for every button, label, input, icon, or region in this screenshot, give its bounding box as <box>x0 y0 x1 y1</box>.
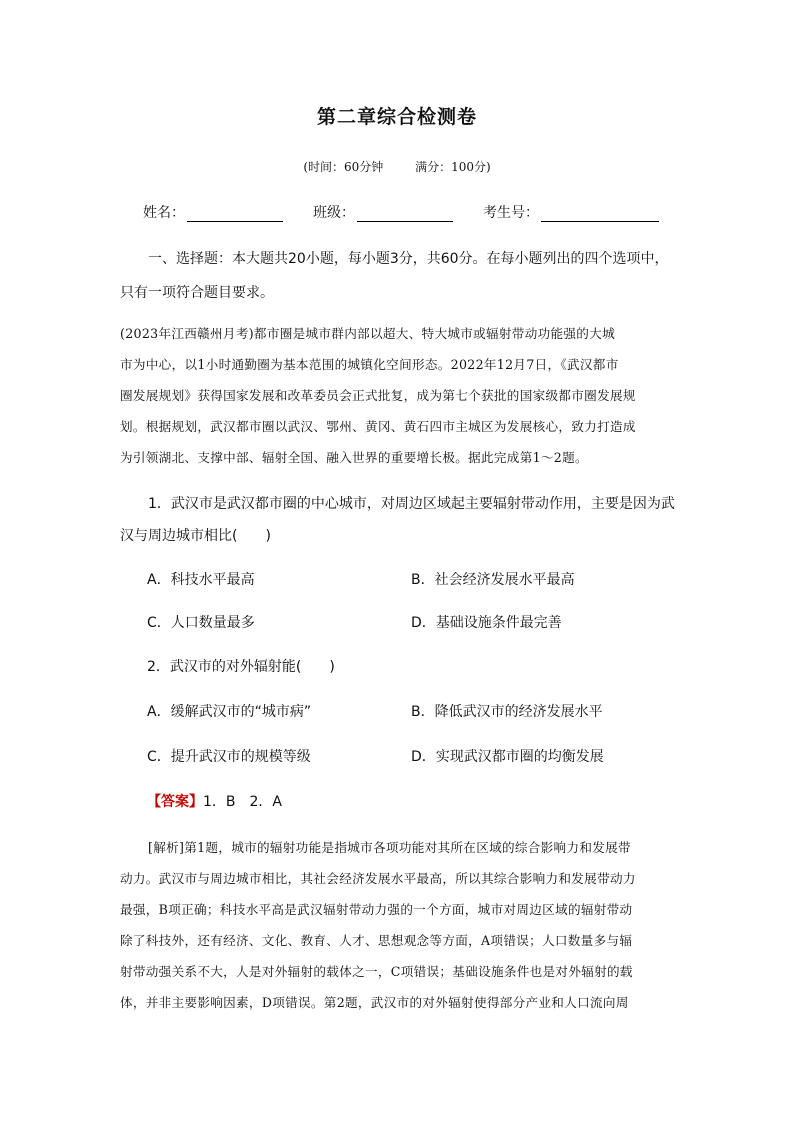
name-label: 姓名： <box>143 205 185 221</box>
passage-line: 圈发展规划》获得国家发展和改革委员会正式批复，成为第七个获批的国家级都市圈发展规 <box>120 388 636 403</box>
q2-option-a[interactable]: A．缓解武汉市的“城市病” <box>147 704 312 720</box>
answer-line <box>147 791 282 811</box>
passage-line: 为引领湖北、支撑中部、辐射全国、融入世界的重要增长极。据此完成第1～2题。 <box>120 450 588 465</box>
q1-option-c[interactable]: C．人口数量最多 <box>147 615 255 631</box>
analysis-line: 体，并非主要影响因素，D项错误。第2题，武汉市的对外辐射使得部分产业和人口流向周 <box>120 995 629 1010</box>
name-blank[interactable] <box>187 207 283 222</box>
class-label: 班级： <box>313 205 355 221</box>
q2-option-c[interactable]: C．提升武汉市的规模等级 <box>147 749 311 765</box>
question-line: 1．武汉市是武汉都市圈的中心城市，对周边区域起主要辐射带动作用，主要是因为武 <box>148 496 675 512</box>
name-field-group <box>143 202 283 222</box>
passage-line: 市为中心，以1小时通勤圈为基本范围的城镇化空间形态。2022年12月7日，《武汉都市 <box>120 357 619 372</box>
question-1-stem-cont <box>120 519 680 553</box>
q2-option-d[interactable]: D．实现武汉都市圈的均衡发展 <box>411 749 604 765</box>
section-instructions <box>120 242 680 276</box>
q1-option-d[interactable]: D．基础设施条件最完善 <box>411 615 562 631</box>
analysis-body <box>120 863 680 1018</box>
class-field-group <box>313 202 453 222</box>
id-field-group <box>483 202 659 222</box>
analysis-line: 除了科技外，还有经济、文化、教育、人才、思想观念等方面，A项错误；人口数量多与辐 <box>120 933 633 948</box>
reading-passage <box>120 318 680 349</box>
analysis-line: 最强，B项正确；科技水平高是武汉辐射带动力强的一个方面，城市对周边区域的辐射带动 <box>120 902 633 917</box>
page-title: 第二章综合检测卷 <box>316 106 477 128</box>
student-id-blank[interactable] <box>541 207 659 222</box>
answer-tag: 【答案】 <box>147 794 203 810</box>
question-line: 汉与周边城市相比( ) <box>120 528 271 544</box>
analysis-line: [解析]第1题，城市的辐射功能是指城市各项功能对其所在区域的综合影响力和发展带 <box>148 840 631 855</box>
instruction-line: 只有一项符合题目要求。 <box>120 285 274 301</box>
passage-line: 划。根据规划，武汉都市圈以武汉、鄂州、黄冈、黄石四市主城区为发展核心，致力打造成 <box>120 419 636 434</box>
exam-meta <box>0 158 794 175</box>
student-id-label: 考生号： <box>483 205 539 221</box>
analysis-line: 动力。武汉市与周边城市相比，其社会经济发展水平最高，所以其综合影响力和发展带动力 <box>120 871 636 886</box>
section-instructions-2 <box>120 276 680 310</box>
student-info-line <box>143 202 659 222</box>
question-1-stem <box>120 487 680 521</box>
question-2-stem: 2．武汉市的对外辐射能( ) <box>147 659 335 675</box>
q1-option-b[interactable]: B．社会经济发展水平最高 <box>411 572 575 588</box>
q2-option-b[interactable]: B．降低武汉市的经济发展水平 <box>411 704 603 720</box>
full-score: 满分：100分) <box>415 160 491 174</box>
instruction-line: 一、选择题：本大题共20小题，每小题3分，共60分。在每小题列出的四个选项中， <box>148 251 669 267</box>
answer-text: 1．B 2．A <box>203 794 282 810</box>
analysis-line: 射带动强关系不大，人是对外辐射的载体之一，C项错误；基础设施条件也是对外辐射的载 <box>120 964 633 979</box>
analysis-first <box>120 832 680 863</box>
reading-passage-cont <box>120 349 680 473</box>
passage-line: (2023年江西赣州月考)都市圈是城市群内部以超大、特大城市或辐射带动功能强的大城 <box>120 326 615 341</box>
class-blank[interactable] <box>357 207 453 222</box>
time-limit: (时间：60分钟 <box>303 160 384 174</box>
q1-option-a[interactable]: A．科技水平最高 <box>147 572 255 588</box>
